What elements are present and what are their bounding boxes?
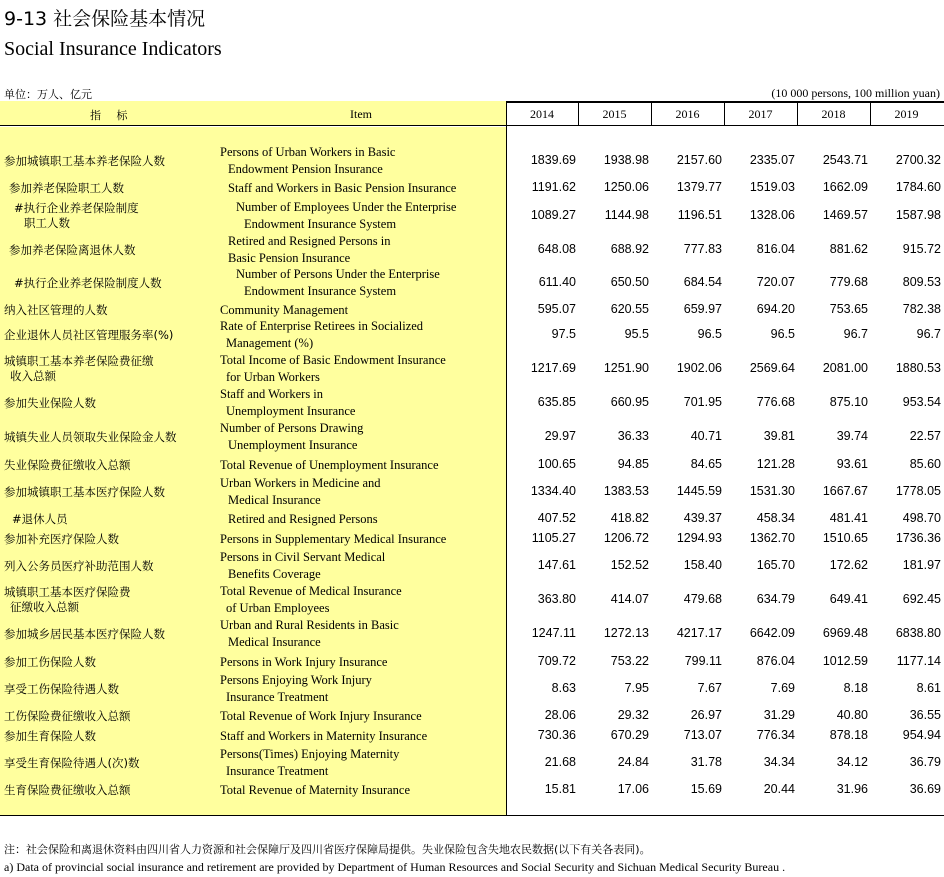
row-value-2019: 8.61 — [916, 681, 941, 695]
row-label-cn: 收入总额 — [10, 369, 56, 383]
footnote-cn: 注：社会保险和离退休资料由四川省人力资源和社会保障厅及四川省医疗保障局提供。失业保险包含失地农民数据(以下有关各表同)。 — [4, 843, 651, 856]
row-value-2015: 1144.98 — [604, 208, 649, 222]
row-label-en: Urban Workers in Medicine and — [220, 476, 381, 490]
row-label-en: Community Management — [220, 302, 349, 317]
row-value-2018: 1469.57 — [822, 208, 868, 222]
row-label-cn: 参加城镇职工基本养老保险人数 — [4, 153, 165, 168]
row-value-2019: 1587.98 — [895, 208, 941, 222]
row-value-2016: 26.97 — [690, 708, 722, 722]
row-value-2014: 147.61 — [537, 558, 576, 572]
row-value-2014: 648.08 — [537, 242, 576, 256]
row-value-2019: 692.45 — [902, 592, 941, 606]
row-value-2017: 121.28 — [756, 457, 795, 471]
row-value-2017: 816.04 — [756, 242, 795, 256]
row-value-2015: 670.29 — [610, 728, 649, 742]
row-value-2014: 1247.11 — [531, 626, 576, 640]
row-value-2018: 481.41 — [829, 511, 868, 525]
row-value-2015: 660.95 — [610, 395, 649, 409]
row-label-en: Persons in Work Injury Insurance — [220, 654, 388, 669]
row-value-2019: 6838.80 — [895, 626, 941, 640]
row-value-2018: 172.62 — [829, 558, 868, 572]
row-label-en: Staff and Workers in Maternity Insurance — [220, 728, 428, 743]
row-label-cn: 工伤保险费征缴收入总额 — [4, 708, 131, 723]
row-value-2018: 34.12 — [836, 755, 868, 769]
row-value-2014: 730.36 — [537, 728, 576, 742]
row-value-2016: 701.95 — [683, 395, 722, 409]
row-value-2015: 152.52 — [610, 558, 649, 572]
row-label-cn: 参加养老保险离退休人数 — [9, 242, 136, 257]
row-label-en: Insurance Treatment — [226, 764, 329, 778]
row-value-2017: 165.70 — [756, 558, 795, 572]
row-value-2014: 29.97 — [544, 429, 576, 443]
row-value-2016: 713.07 — [683, 728, 722, 742]
row-label-en: Number of Employees Under the Enterprise — [236, 200, 457, 214]
row-label-cn: 征缴收入总额 — [10, 600, 79, 614]
row-value-2018: 878.18 — [829, 728, 868, 742]
row-value-2017: 39.81 — [763, 429, 795, 443]
row-value-2016: 1902.06 — [676, 361, 722, 375]
row-value-2018: 6969.48 — [822, 626, 868, 640]
row-label-cn: 享受工伤保险待遇人数 — [4, 681, 119, 696]
row-value-2019: 36.79 — [909, 755, 941, 769]
row-value-2018: 875.10 — [829, 395, 868, 409]
row-label-cn: #执行企业养老保险制度 — [14, 201, 139, 215]
row-value-2014: 15.81 — [544, 782, 576, 796]
row-label-cn: 职工人数 — [24, 216, 70, 230]
row-label-cn: #执行企业养老保险制度人数 — [14, 275, 162, 290]
row-value-2018: 779.68 — [829, 275, 868, 289]
row-value-2014: 635.85 — [537, 395, 576, 409]
row-value-2017: 20.44 — [763, 782, 795, 796]
row-value-2015: 94.85 — [617, 457, 649, 471]
row-label-en: Total Revenue of Work Injury Insurance — [220, 708, 422, 723]
row-label-cn: 纳入社区管理的人数 — [4, 302, 108, 317]
row-value-2014: 709.72 — [537, 654, 576, 668]
row-value-2016: 659.97 — [683, 302, 722, 316]
row-label-cn: 城镇职工基本医疗保险费 — [4, 585, 131, 599]
header-bottom-rule — [0, 125, 944, 126]
header-year: 2014 — [530, 107, 554, 121]
row-value-2019: 782.38 — [902, 302, 941, 316]
row-value-2016: 31.78 — [690, 755, 722, 769]
row-value-2016: 4217.17 — [676, 626, 722, 640]
row-value-2016: 479.68 — [683, 592, 722, 606]
row-value-2017: 1362.70 — [749, 531, 795, 545]
row-value-2014: 21.68 — [544, 755, 576, 769]
row-value-2014: 407.52 — [537, 511, 576, 525]
row-value-2015: 1272.13 — [603, 626, 649, 640]
row-label-en: Retired and Resigned Persons — [228, 511, 378, 526]
row-value-2017: 458.34 — [756, 511, 795, 525]
row-value-2017: 6642.09 — [749, 626, 795, 640]
row-label-en: Persons(Times) Enjoying Maternity — [220, 747, 400, 761]
row-label-en: Endowment Insurance System — [244, 284, 397, 298]
row-label-en: Unemployment Insurance — [228, 438, 358, 452]
row-label-cn: 城镇失业人员领取失业保险金人数 — [4, 429, 177, 444]
header-year: 2017 — [748, 107, 773, 121]
row-value-2019: 22.57 — [909, 429, 941, 443]
row-value-2018: 93.61 — [836, 457, 868, 471]
row-value-2017: 1531.30 — [749, 484, 795, 498]
row-value-2015: 24.84 — [617, 755, 649, 769]
row-label-en: Management (%) — [226, 336, 314, 350]
row-value-2015: 418.82 — [610, 511, 649, 525]
row-value-2016: 2157.60 — [676, 153, 722, 167]
row-label-en: Urban and Rural Residents in Basic — [220, 618, 399, 632]
row-label-en: Unemployment Insurance — [226, 404, 356, 418]
table-bottom-rule — [0, 815, 944, 816]
row-value-2017: 776.68 — [756, 395, 795, 409]
row-label-cn: 参加生育保险人数 — [4, 728, 96, 743]
unit-label-en: (10 000 persons, 100 million yuan) — [771, 86, 940, 100]
row-label-cn: 参加补充医疗保险人数 — [4, 531, 119, 546]
row-value-2015: 36.33 — [617, 429, 649, 443]
row-value-2018: 1510.65 — [822, 531, 868, 545]
row-value-2015: 1250.06 — [603, 180, 649, 194]
row-label-en: Total Revenue of Medical Insurance — [220, 584, 402, 598]
row-label-en: Total Revenue of Maternity Insurance — [220, 782, 411, 797]
row-value-2015: 1251.90 — [603, 361, 649, 375]
row-label-en: Persons in Supplementary Medical Insurance — [220, 531, 447, 546]
row-label-en: Persons Enjoying Work Injury — [220, 673, 372, 687]
row-label-en: Medical Insurance — [228, 493, 321, 507]
row-value-2016: 40.71 — [690, 429, 722, 443]
header-year: 2015 — [602, 107, 627, 121]
row-label-cn: 列入公务员医疗补助范围人数 — [4, 558, 154, 573]
row-value-2018: 96.7 — [843, 327, 868, 341]
row-value-2016: 1445.59 — [676, 484, 722, 498]
row-label-cn: 参加养老保险职工人数 — [9, 180, 124, 195]
row-label-cn: 参加城镇职工基本医疗保险人数 — [4, 484, 165, 499]
row-label-en: Staff and Workers in Basic Pension Insurance — [228, 180, 457, 195]
row-value-2016: 777.83 — [683, 242, 722, 256]
row-label-cn: #退休人员 — [12, 511, 68, 526]
row-value-2017: 34.34 — [763, 755, 795, 769]
row-value-2019: 498.70 — [902, 511, 941, 525]
header-item: Item — [350, 107, 372, 121]
row-label-en: Persons of Urban Workers in Basic — [220, 145, 396, 159]
row-value-2019: 96.7 — [916, 327, 941, 341]
row-value-2014: 363.80 — [537, 592, 576, 606]
row-value-2015: 7.95 — [624, 681, 649, 695]
row-label-cn: 失业保险费征缴收入总额 — [4, 457, 131, 472]
row-value-2015: 1938.98 — [603, 153, 649, 167]
row-value-2014: 100.65 — [537, 457, 576, 471]
row-value-2017: 7.69 — [770, 681, 795, 695]
row-value-2019: 36.69 — [909, 782, 941, 796]
row-value-2019: 1784.60 — [895, 180, 941, 194]
header-year: 2016 — [675, 107, 700, 121]
row-value-2018: 881.62 — [829, 242, 868, 256]
row-value-2019: 809.53 — [902, 275, 941, 289]
row-value-2017: 720.07 — [756, 275, 795, 289]
row-value-2015: 620.55 — [610, 302, 649, 316]
row-value-2015: 650.50 — [610, 275, 649, 289]
row-label-en: Endowment Insurance System — [244, 217, 397, 231]
footnote-en: a) Data of provincial social insurance and retirement are provided by Department of Human Resources and Social Security and Sichuan Medical Security Bureau . — [4, 860, 786, 874]
header-year: 2019 — [894, 107, 919, 121]
row-value-2017: 2335.07 — [749, 153, 795, 167]
row-value-2016: 799.11 — [684, 654, 722, 668]
row-value-2014: 1191.62 — [531, 180, 576, 194]
row-value-2016: 7.67 — [697, 681, 722, 695]
row-label-en: Insurance Treatment — [226, 690, 329, 704]
row-value-2016: 84.65 — [690, 457, 722, 471]
row-value-2017: 1519.03 — [749, 180, 795, 194]
row-value-2016: 15.69 — [690, 782, 722, 796]
row-value-2019: 2700.32 — [895, 153, 941, 167]
row-value-2018: 39.74 — [836, 429, 868, 443]
row-value-2019: 915.72 — [902, 242, 941, 256]
row-value-2018: 1662.09 — [822, 180, 868, 194]
row-value-2016: 684.54 — [683, 275, 722, 289]
row-value-2017: 1328.06 — [749, 208, 795, 222]
header-indicator-background — [0, 101, 506, 125]
row-value-2017: 96.5 — [770, 327, 795, 341]
row-value-2014: 1105.27 — [531, 531, 576, 545]
row-label-cn: 城镇职工基本养老保险费征缴 — [4, 354, 154, 368]
row-value-2019: 85.60 — [909, 457, 941, 471]
row-value-2018: 1012.59 — [822, 654, 868, 668]
row-label-en: Total Income of Basic Endowment Insurance — [220, 353, 446, 367]
row-value-2018: 649.41 — [829, 592, 868, 606]
row-value-2019: 1778.05 — [895, 484, 941, 498]
row-label-en: Staff and Workers in — [220, 387, 324, 401]
row-value-2017: 776.34 — [756, 728, 795, 742]
row-value-2019: 953.54 — [902, 395, 941, 409]
row-value-2015: 1383.53 — [603, 484, 649, 498]
table-title-en: Social Insurance Indicators — [4, 38, 222, 60]
row-label-en: of Urban Employees — [226, 601, 330, 615]
row-label-cn: 参加失业保险人数 — [4, 395, 96, 410]
row-value-2015: 688.92 — [610, 242, 649, 256]
header-indicator-cn: 指 标 — [90, 109, 134, 122]
row-label-en: Number of Persons Drawing — [220, 421, 364, 435]
row-value-2015: 753.22 — [610, 654, 649, 668]
row-value-2018: 40.80 — [836, 708, 868, 722]
row-value-2014: 28.06 — [544, 708, 576, 722]
row-value-2018: 753.65 — [829, 302, 868, 316]
row-label-en: Basic Pension Insurance — [228, 251, 351, 265]
row-value-2014: 97.5 — [551, 327, 576, 341]
row-value-2015: 1206.72 — [603, 531, 649, 545]
row-value-2019: 181.97 — [902, 558, 941, 572]
row-value-2014: 8.63 — [551, 681, 576, 695]
row-value-2014: 1334.40 — [530, 484, 576, 498]
row-value-2015: 17.06 — [617, 782, 649, 796]
row-label-en: Benefits Coverage — [228, 567, 321, 581]
row-label-en: Retired and Resigned Persons in — [228, 234, 391, 248]
row-value-2017: 2569.64 — [749, 361, 795, 375]
row-value-2018: 2543.71 — [822, 153, 868, 167]
row-value-2016: 1196.51 — [677, 208, 722, 222]
row-value-2017: 634.79 — [756, 592, 795, 606]
header-year: 2018 — [821, 107, 846, 121]
row-label-en: for Urban Workers — [226, 370, 320, 384]
row-value-2019: 1177.14 — [896, 654, 941, 668]
row-value-2014: 1839.69 — [530, 153, 576, 167]
row-value-2019: 1736.36 — [895, 531, 941, 545]
row-label-en: Endowment Pension Insurance — [228, 162, 383, 176]
row-value-2016: 96.5 — [697, 327, 722, 341]
row-value-2016: 158.40 — [683, 558, 722, 572]
row-value-2017: 694.20 — [756, 302, 795, 316]
row-value-2015: 414.07 — [610, 592, 649, 606]
row-label-en: Total Revenue of Unemployment Insurance — [220, 457, 439, 472]
row-label-en: Persons in Civil Servant Medical — [220, 550, 386, 564]
row-label-en: Rate of Enterprise Retirees in Socialized — [220, 319, 424, 333]
row-value-2019: 36.55 — [909, 708, 941, 722]
row-value-2014: 611.40 — [538, 275, 576, 289]
row-value-2016: 1294.93 — [676, 531, 722, 545]
table-title-cn: 9-13 社会保险基本情况 — [4, 8, 206, 30]
row-label-en: Number of Persons Under the Enterprise — [236, 267, 440, 281]
row-value-2015: 29.32 — [617, 708, 649, 722]
row-value-2014: 595.07 — [537, 302, 576, 316]
row-label-cn: 生育保险费征缴收入总额 — [4, 782, 131, 797]
row-value-2019: 954.94 — [902, 728, 941, 742]
row-value-2014: 1089.27 — [530, 208, 576, 222]
row-value-2018: 8.18 — [843, 681, 868, 695]
row-label-cn: 享受生育保险待遇人(次)数 — [4, 755, 140, 770]
row-value-2018: 31.96 — [836, 782, 868, 796]
unit-label-cn: 单位：万人、亿元 — [4, 88, 92, 101]
row-value-2016: 439.37 — [683, 511, 722, 525]
row-value-2019: 1880.53 — [895, 361, 941, 375]
row-value-2017: 876.04 — [756, 654, 795, 668]
row-value-2016: 1379.77 — [676, 180, 722, 194]
row-value-2017: 31.29 — [763, 708, 795, 722]
row-value-2018: 2081.00 — [822, 361, 868, 375]
row-label-cn: 参加工伤保险人数 — [4, 654, 96, 669]
row-value-2014: 1217.69 — [530, 361, 576, 375]
row-label-cn: 参加城乡居民基本医疗保险人数 — [4, 626, 165, 641]
row-label-cn: 企业退休人员社区管理服务率(%) — [4, 327, 174, 342]
row-value-2018: 1667.67 — [822, 484, 868, 498]
row-label-en: Medical Insurance — [228, 635, 321, 649]
row-value-2015: 95.5 — [624, 327, 649, 341]
